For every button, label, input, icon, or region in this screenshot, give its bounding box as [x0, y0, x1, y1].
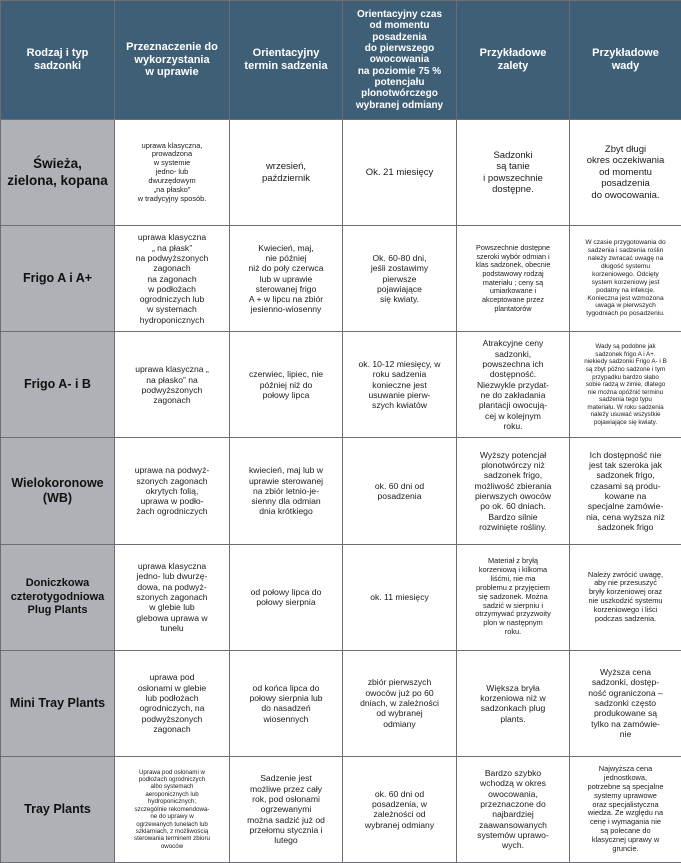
- header-row: [1, 1, 681, 120]
- row-pros: Większa bryła korzeniowa niż w sadzonkach plug plants.: [457, 650, 570, 756]
- table-row: [1, 544, 681, 650]
- row-time: ok. 10-12 miesięcy, w roku sadzenia konieczne jest usuwanie pierw- szych kwiatów: [343, 332, 457, 438]
- table-row: [1, 120, 681, 226]
- row-type: Świeża, zielona, kopana: [1, 120, 115, 226]
- row-time: ok. 11 miesięcy: [343, 544, 457, 650]
- row-pros: Wyższy potencjał plonotwórczy niż sadzonek frigo, możliwość zbierania pierwszych owoców po ok. 60 dniach. Bardzo silnie rozwinięte rośliny.: [457, 438, 570, 544]
- row-term: od końca lipca do połowy sierpnia lub do nasadzeń wiosennych: [230, 650, 343, 756]
- row-type: Doniczkowa czterotygodniowa Plug Plants: [1, 544, 115, 650]
- row-type: Wielokoronowe (WB): [1, 438, 115, 544]
- row-time: ok. 60 dni od posadzenia, w zależności od wybranej odmiany: [343, 756, 457, 862]
- row-time: ok. 60 dni od posadzenia: [343, 438, 457, 544]
- row-pros: Atrakcyjne ceny sadzonki, powszechna ich dostępność. Niezwykle przydat- ne do zakładania plantacji owocują- cej w kolejnym roku.: [457, 332, 570, 438]
- row-pros: Powszechnie dostępne szeroki wybór odmian i klas sadzonek, obecnie podstawowy rodzaj materiału ; ceny są umiarkowane i akceptowane przez plantatorów: [457, 226, 570, 332]
- row-pros: Materiał z bryłą korzeniową i kilkoma liśćmi, nie ma problemu z przyjęciem się sadzonek. Można sadzić w sierpniu i otrzymywać przyzwoity plon w następnym roku.: [457, 544, 570, 650]
- row-time: Ok. 60-80 dni, jeśli zostawimy pierwsze pojawiające się kwiaty.: [343, 226, 457, 332]
- row-cons: Zbyt długi okres oczekiwania od momentu posadzenia do owocowania.: [570, 120, 681, 226]
- row-use: uprawa klasyczna „ na płask” na podwyższonych zagonach na zagonach w podłożach ogrodniczych lub w systemach hydroponicznych: [115, 226, 230, 332]
- row-pros: Bardzo szybko wchodzą w okres owocowania, przeznaczone do najbardziej zaawansowanych systemów uprawo- wych.: [457, 756, 570, 862]
- row-cons: Ich dostępność nie jest tak szeroka jak sadzonek frigo, czasami są produ- kowane na specjalne zamówie- nia, cena wyższa niż sadzonek frigo: [570, 438, 681, 544]
- row-term: wrzesień, październik: [230, 120, 343, 226]
- header-advantages: Przykładowe zalety: [457, 1, 570, 120]
- row-cons: W czasie przygotowania do sadzenia i sadzenia roślin należy zwracać uwagę na długość systemu korzeniowego. Odcięty system korzeniowy jest podatny na infekcje. Konieczna jest wzmożona uwaga w pierwszych tygodniach po posadzeniu.: [570, 226, 681, 332]
- row-term: czerwiec, lipiec, nie później niż do połowy lipca: [230, 332, 343, 438]
- row-type: Tray Plants: [1, 756, 115, 862]
- row-cons: Wady są podobne jak sadzonek frigo A i A+. niekiedy sadzonki Frigo A- i B są zbyt późno sadzone i tym przypadku bardzo słabo sobie radzą w zimie, dlatego nie można opóźnić terminu sadzenia tego typu materiału. W roku sadzenia należy usuwać wszystkie pojawiające się kwiaty.: [570, 332, 681, 438]
- row-type: Frigo A- i B: [1, 332, 115, 438]
- table-row: [1, 332, 681, 438]
- table-row: [1, 650, 681, 756]
- header-use: Przeznaczenie do wykorzystania w uprawie: [115, 1, 230, 120]
- table-row: [1, 438, 681, 544]
- row-type: Mini Tray Plants: [1, 650, 115, 756]
- header-time-to-fruiting: Orientacyjny czas od momentu posadzenia do pierwszego owocowania na poziomie 75 % potencjału plonotwórczego wybranej odmiany: [343, 1, 457, 120]
- row-time: zbiór pierwszych owoców już po 60 dniach, w zależności od wybranej odmiany: [343, 650, 457, 756]
- row-time: Ok. 21 miesięcy: [343, 120, 457, 226]
- row-cons: Wyższa cena sadzonki, dostęp- ność ograniczona – sadzonki często produkowane są tylko na zamówie- nie: [570, 650, 681, 756]
- row-term: Kwiecień, maj, nie później niż do poły czerwca lub w uprawie sterowanej frigo A + w lipcu na zbiór jesienno-wiosenny: [230, 226, 343, 332]
- row-use: Uprawa pod osłonami w podłożach ogrodniczych albo systemach aeroponicznych lub hydroponicznych; szczególnie rekomendowa- ne do uprawy w ogrzewanych tunelach lub szklarniach, z możliwością sterowania terminem zbioru owoców: [115, 756, 230, 862]
- table-row: [1, 226, 681, 332]
- row-use: uprawa pod osłonami w glebie lub podłożach ogrodniczych, na podwyższonych zagonach: [115, 650, 230, 756]
- row-use: uprawa na podwyż- szonych zagonach okrytych folią, uprawa w podło- żach ogrodniczych: [115, 438, 230, 544]
- row-term: od połowy lipca do połowy sierpnia: [230, 544, 343, 650]
- row-term: kwiecień, maj lub w uprawie sterowanej na zbiór letnio-je- sienny dla odmian dnia krótkiego: [230, 438, 343, 544]
- row-pros: Sadzonki są tanie i powszechnie dostępne.: [457, 120, 570, 226]
- table-row: [1, 756, 681, 862]
- row-use: uprawa klasyczna jedno- lub dwurzę- dowa, na podwyż- szonych zagonach w glebie lub glebowa uprawa w tunelu: [115, 544, 230, 650]
- row-use: uprawa klasyczna, prowadzona w systemie jedno- lub dwurzędowym „na płasko” w tradycyjny sposób.: [115, 120, 230, 226]
- header-disadvantages: Przykładowe wady: [570, 1, 681, 120]
- row-cons: Najwyższa cena jednostkowa, potrzebne są specjalne systemy uprawowe oraz specjalistyczna wiedza. Ze względu na cenę i wymagania nie są polecane do klasycznej uprawy w gruncie.: [570, 756, 681, 862]
- header-planting-term: Orientacyjny termin sadzenia: [230, 1, 343, 120]
- row-type: Frigo A i A+: [1, 226, 115, 332]
- header-type: Rodzaj i typ sadzonki: [1, 1, 115, 120]
- row-term: Sadzenie jest możliwe przez cały rok, pod osłonami ogrzewanymi można sadzić już od przełomu stycznia i lutego: [230, 756, 343, 862]
- row-cons: Należy zwrócić uwagę, aby nie przesuszyć bryły korzeniowej oraz nie uszkodzić systemu korzeniowego i liści podczas sadzenia.: [570, 544, 681, 650]
- row-use: uprawa klasyczna „ na płasko” na podwyższonych zagonach: [115, 332, 230, 438]
